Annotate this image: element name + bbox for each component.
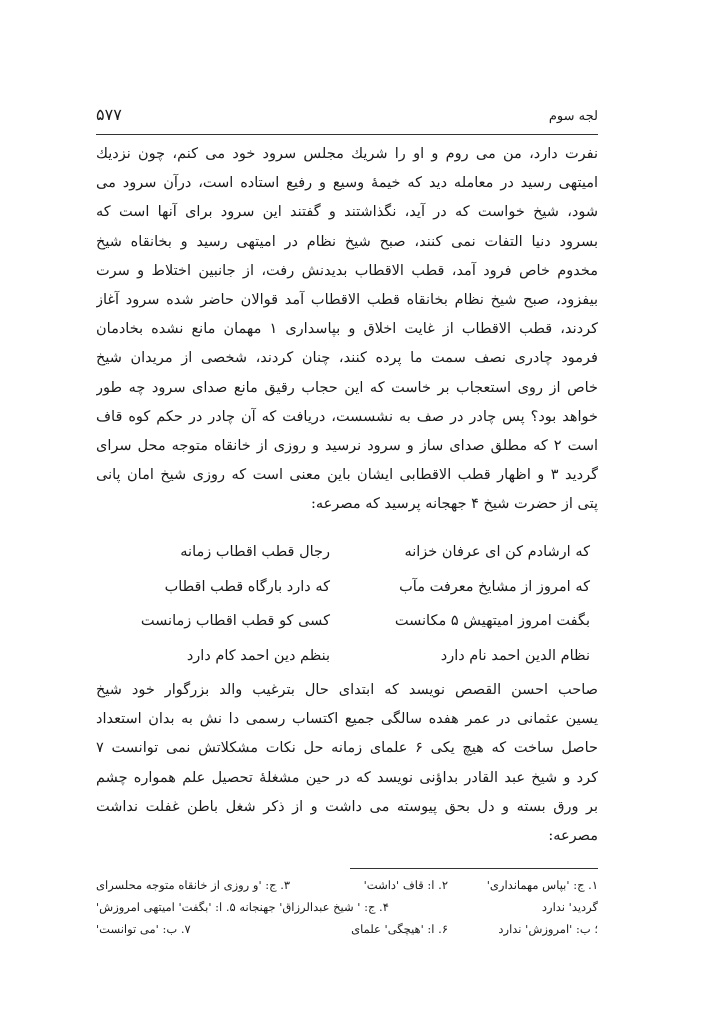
text-line: مخدوم خاص فرود آمد، قطب الاقطاب بدیدنش رفت، از جانبین اختلاط و سرت: [96, 262, 598, 279]
text-line: فرمود چادری نصف سمت ما پرده كنند، چنان كردند، شخصی از مریدان شیخ: [96, 350, 598, 367]
text-line: حاصل ساخت كه هیچ یكی ۶ علمای زمانه حل نكات مشكلاتش نمی توانست ۷: [96, 740, 598, 757]
hemistich-right: بگفت امروز امیتهیش ۵ مكانست: [394, 613, 590, 629]
text-line: صاحب احسن القصص نویسد كه ابتدای حال بترغیب والد بزرگوار خود شیخ: [96, 682, 598, 698]
text-line: مصرعه:: [548, 827, 598, 844]
hemistich-right: كه ارشادم كن ای عرفان خزانه: [404, 544, 590, 560]
header-rule: [96, 134, 598, 135]
page-number: ۵۷۷: [96, 105, 122, 124]
footnote-row: [96, 896, 598, 918]
hemistich-left: كسی كو قطب اقطاب زمانست: [140, 613, 330, 629]
text-line: خواهد بود؟ پس چادر در صف به نشسست، دریافت كه آن چادر در حكم كوه قاف: [96, 408, 598, 425]
footnote-row: [96, 874, 598, 896]
running-header: [96, 105, 598, 131]
footnote: ۲. ا: قاف 'داشت': [363, 878, 448, 892]
hemistich-right: كه امروز از مشایخ معرفت مآب: [399, 578, 590, 595]
footnote: ۳. ج: 'و روزی از خانقاه متوجه محلسرای: [96, 878, 291, 892]
footnote: ۱. ج: 'بپاس مهمانداری': [486, 878, 598, 892]
footnote-row: [96, 918, 598, 940]
paragraph-1: [96, 140, 598, 519]
poem-couplet: [110, 604, 590, 639]
paragraph-2: [96, 676, 598, 851]
hemistich-left: كه دارد بارگاه قطب اقطاب: [164, 578, 330, 595]
chapter-title: لجه سوم: [548, 109, 598, 124]
poem-couplet: [110, 535, 590, 570]
text-line: كردند، قطب الاقطاب از غایت اخلاق و بپاسداری ۱ مهمان مانع نشده بخادمان: [96, 321, 598, 338]
text-line: امیتهی رسید در معامله دید كه خیمهٔ وسیع و رفیع استاده است، درآن سرود می: [96, 175, 598, 192]
text-line: است ۲ كه مطلق صدای ساز و سرود نرسید و روزی از خانقاه متوجه محل سرای: [96, 437, 598, 454]
text-line: خاص از روی استعجاب بر خاست كه این حجاب رقیق مانع صدای سرود چه طور: [96, 379, 598, 396]
text-line: شود، شیخ خواست كه در آید، نگذاشتند و گفتند این سرود برای آنها است كه: [96, 204, 598, 221]
text-line: یسین عثمانی در عمر هفده سالگی جمیع اكتساب رسمی دا نش به بدان استعداد: [96, 711, 598, 728]
text-line: گردید ۳ و اظهار قطب الاقطابی ایشان باین معنی است كه روزی شیخ امان پانی: [96, 467, 598, 484]
text-line: پتی از حضرت شیخ ۴ جهجانه پرسید كه مصرعه:: [310, 496, 598, 513]
text-line: كرد و شیخ عبد القادر بداؤنی نویسد كه در حین مشغلهٔ تحصیل علم همواره چشم: [96, 769, 598, 786]
footnote: ۴. ج: ' شیخ عبدالرزاق' جهنجانه ۵. ا: 'بگفت' امیتهی امروزش': [96, 900, 389, 914]
text-line: بسرود دنیا التفات نمی كنند، صبح شیخ نظام در امیتهی رسید و بخانقاه شیخ: [96, 233, 598, 250]
footnote: ؛ ب: 'امروزش' ندارد: [498, 922, 598, 936]
footnote: ۶. ا: 'هیچگی' علمای: [351, 922, 448, 936]
hemistich-right: نظام الدین احمد نام دارد: [440, 647, 590, 664]
footnote: ۷. ب: 'می توانست': [96, 922, 191, 936]
poem: [110, 535, 590, 673]
text-line: بیفزود، صبح شیخ نظام بخانقاه قطب الاقطاب آمد قوالان حاضر شده سرود آغاز: [96, 291, 598, 308]
text-line: بر ورق بسته و دل بحق پیوسته می داشت و از ذكر شغل باطن غفلت نداشت: [96, 798, 598, 815]
poem-couplet: [110, 570, 590, 605]
hemistich-left: بنظم دین احمد كام دارد: [186, 647, 330, 664]
footnote-rule: [350, 868, 598, 869]
poem-couplet: [110, 639, 590, 674]
hemistich-left: رجال قطب اقطاب زمانه: [180, 544, 330, 560]
footnote: گردید' ندارد: [541, 900, 598, 914]
text-line: نفرت دارد، من می روم و او را شریك مجلس سرود خود می كنم، چون نزدیك: [96, 146, 598, 162]
